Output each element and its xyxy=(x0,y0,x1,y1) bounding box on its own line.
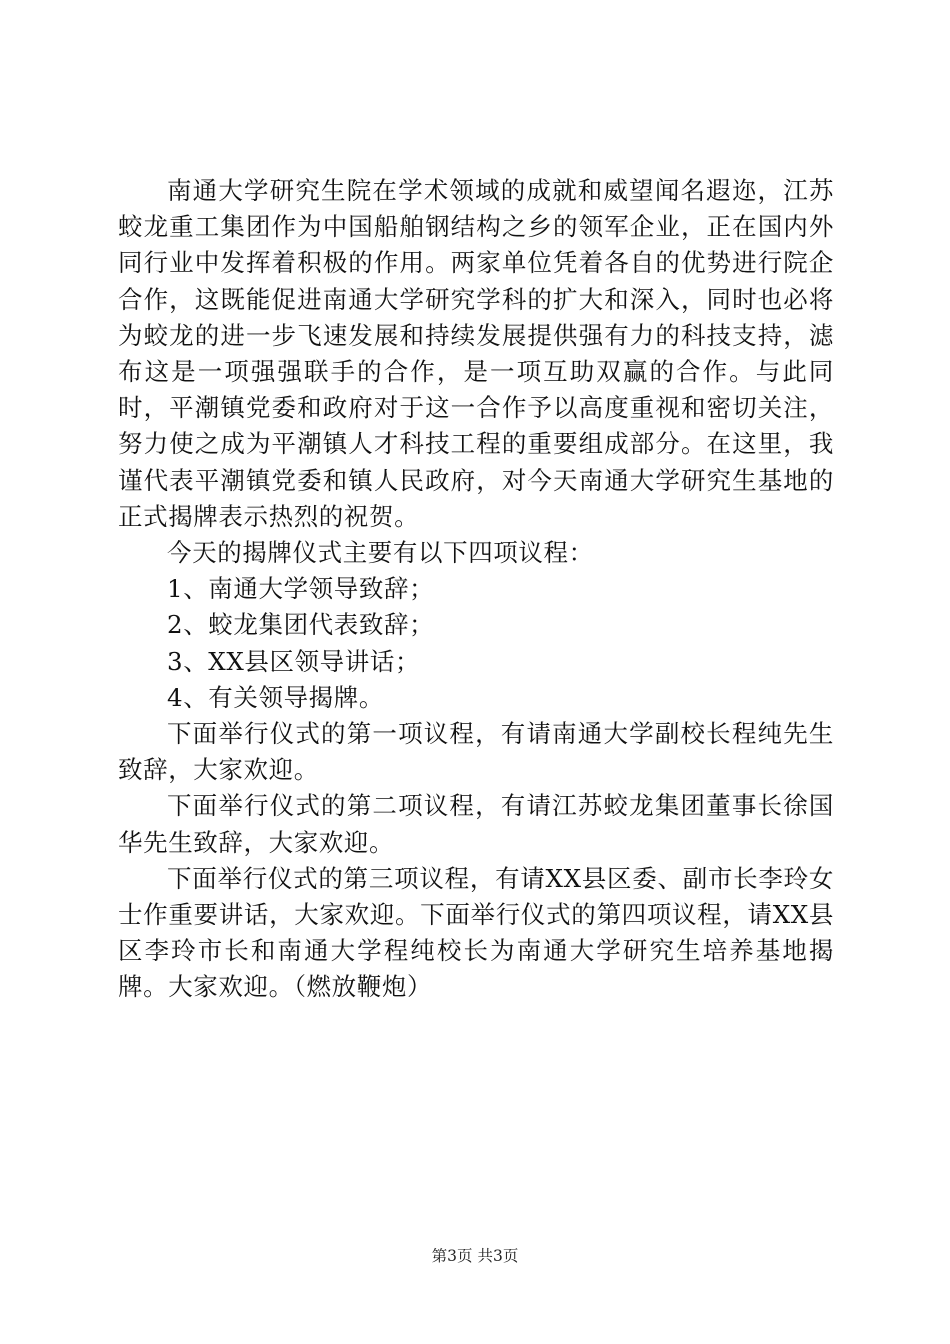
intro-paragraph: 南通大学研究生院在学术领域的成就和威望闻名遐迩，江苏蛟龙重工集团作为中国船舶钢结构之乡的领军企业，正在国内外同行业中发挥着积极的作用。两家单位凭着各自的优势进行院企合作，这既能促进南通大学研究学科的扩大和深入，同时也必将为蛟龙的进一步飞速发展和持续发展提供强有力的科技支持，滤布这是一项强强联手的合作，是一项互助双赢的合作。与此同时，平潮镇党委和政府对于这一合作予以高度重视和密切关注，努力使之成为平潮镇人才科技工程的重要组成部分。在这里，我谨代表平潮镇党委和镇人民政府，对今天南通大学研究生基地的正式揭牌表示热烈的祝贺。 xyxy=(118,176,834,531)
agenda-step-paragraph: 下面举行仪式的第三项议程，有请XX县区委、副市长李玲女士作重要讲话，大家欢迎。下面举行仪式的第四项议程，请XX县区李玲市长和南通大学程纯校长为南通大学研究生培养基地揭牌。大家欢迎。（燃放鞭炮） xyxy=(118,863,834,1002)
agenda-step-paragraph: 下面举行仪式的第二项议程，有请江苏蛟龙集团董事长徐国华先生致辞，大家欢迎。 xyxy=(118,791,834,857)
agenda-heading: 今天的揭牌仪式主要有以下四项议程： xyxy=(167,538,594,568)
agenda-item: 1、南通大学领导致辞； xyxy=(167,574,435,604)
agenda-item: 3、XX县区领导讲话； xyxy=(167,646,421,676)
agenda-step-paragraph: 下面举行仪式的第一项议程，有请南通大学副校长程纯先生致辞，大家欢迎。 xyxy=(118,719,834,785)
agenda-item: 4、有关领导揭牌。 xyxy=(167,682,384,712)
page-footer: 第3页 共3页 xyxy=(431,1247,519,1265)
agenda-item: 2、蛟龙集团代表致辞； xyxy=(167,610,435,640)
document-body xyxy=(118,173,834,1006)
